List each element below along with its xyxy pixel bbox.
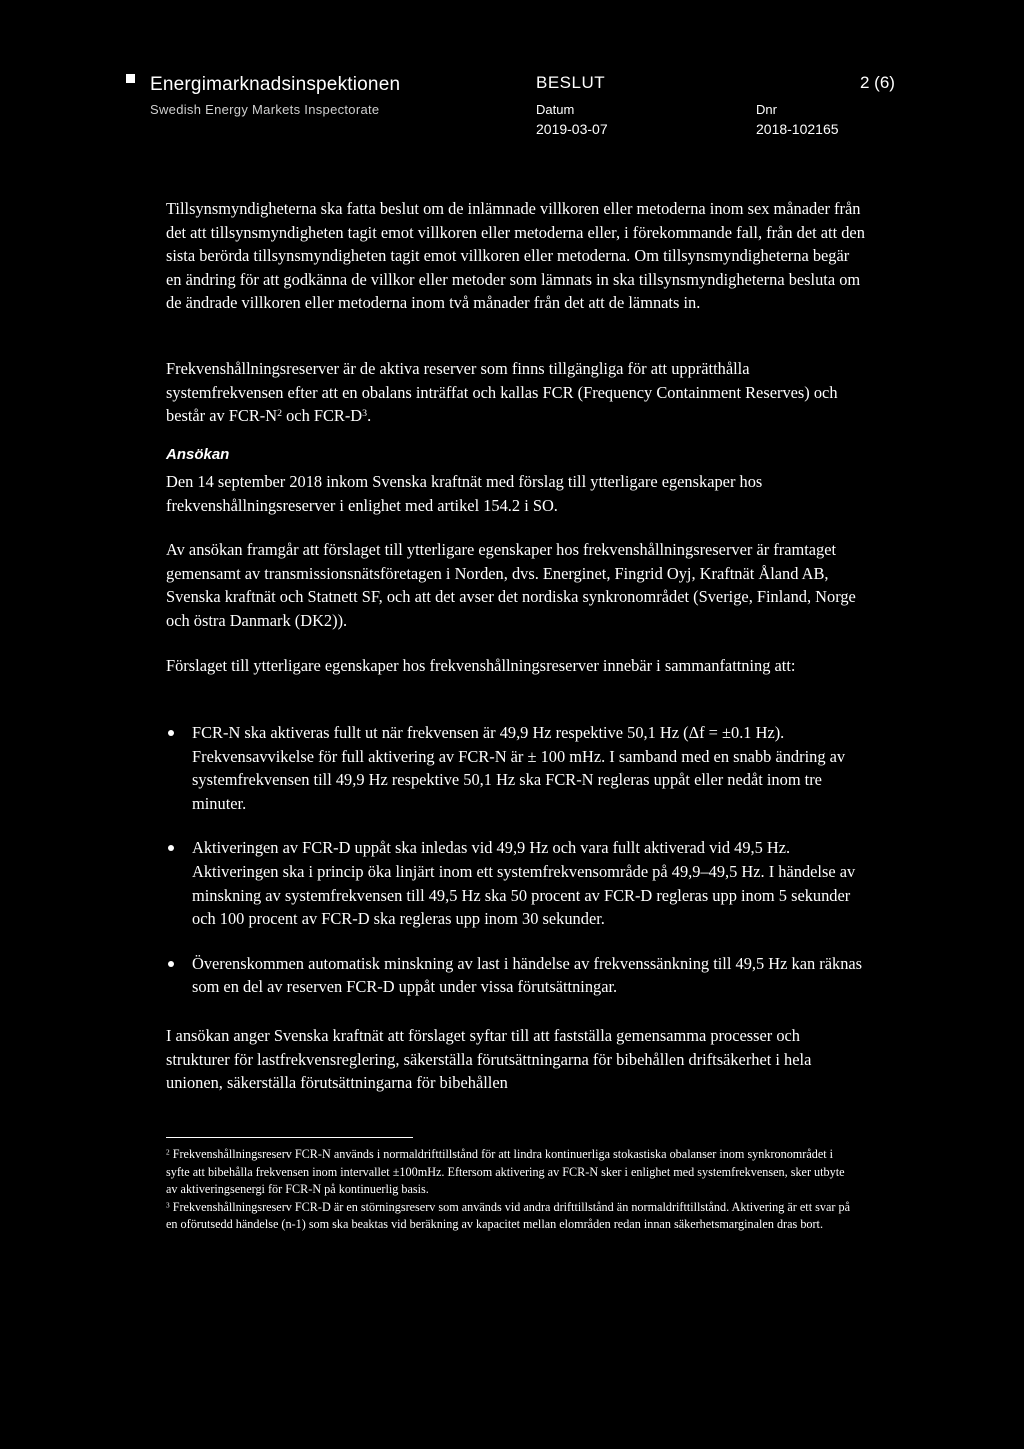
dnr-label: Dnr bbox=[756, 102, 777, 117]
footnote-2 bbox=[166, 1146, 856, 1199]
document-header bbox=[0, 0, 1024, 150]
footnotes bbox=[166, 1146, 856, 1234]
list-item: Aktiveringen av FCR-D uppåt ska inledas vid 49,9 Hz och vara fullt aktiverad vid 49,5 Hz. Aktiveringen ska i princip öka linjärt inom ett systemfrekvensområde på 49,9–49,5 Hz. I händelse av minskning av systemfrekvensen till 49,5 Hz ska 50 procent av FCR-D regleras upp inom 5 sekunder och 100 procent av FCR-D ska regleras upp inom 30 sekunder. bbox=[166, 836, 866, 930]
organization-name-english: Swedish Energy Markets Inspectorate bbox=[150, 102, 380, 117]
footnote-number: 2 bbox=[166, 1147, 170, 1157]
footnote-number: 3 bbox=[166, 1200, 170, 1210]
footnote-ref-3: 3 bbox=[362, 408, 368, 420]
paragraph-proposal-purpose bbox=[166, 1024, 866, 1095]
square-logo-icon bbox=[126, 74, 135, 83]
paragraph-text: Av ansökan framgår att förslaget till ytterligare egenskaper hos frekvenshållningsreserver är framtaget gemensamt av transmissionsnätsföretagen i Norden, dvs. Energinet, Fingrid Oyj, Kraftnät Åland AB, Svenska kraftnät och Statnett SF, och att det avser det nordiska synkronområdet (Sverige, Finland, Norge och östra Danmark (DK2)). bbox=[166, 540, 856, 630]
paragraph-text: Frekvenshållningsreserver är de aktiva reserver som finns tillgängliga för att upprätthålla systemfrekvensen efter att en obalans inträffat och kallas FCR (Frequency Containment Reserves) och består av FCR-N bbox=[166, 359, 838, 426]
paragraph-text: Den 14 september 2018 inkom Svenska kraftnät med förslag till ytterligare egenskaper hos frekvenshållningsreserver i enlighet med artikel 154.2 i SO. bbox=[166, 472, 763, 515]
page-number: 2 (6) bbox=[860, 73, 895, 92]
paragraph-text: och FCR-D bbox=[282, 406, 363, 426]
paragraph-review-deadline bbox=[166, 197, 866, 315]
dnr-value: 2018-102165 bbox=[756, 121, 839, 137]
footnote-text: Frekvenshållningsreserv FCR-D är en störningsreserv som används vid andra drifttillstånd än normaldrifttillstånd. Aktivering är ett svar på en oförutsedd händelse (n-1) som ska beaktas vid beräkning av kapacitet mellan elområden redan innan säkerhetsmarginalen dras bort. bbox=[166, 1199, 850, 1232]
summary-bullet-list bbox=[166, 721, 866, 999]
organization-name: Energimarknadsinspektionen bbox=[150, 74, 401, 95]
footnote-text: Frekvenshållningsreserv FCR-N används i normaldrifttillstånd för att lindra kontinuerliga stokastiska obalanser inom synkronområdet i syfte att bibehålla frekvensen inom intervallet ±100mHz. Eftersom aktivering av FCR-N sker i enlighet med systemfrekvensen, sker utbyte av aktiveringsenergi för FCR-N på kontinuerlig basis. bbox=[166, 1147, 845, 1197]
list-item: Överenskommen automatisk minskning av last i händelse av frekvenssänkning till 49,5 Hz kan räknas som en del av reserven FCR-D uppåt under vissa förutsättningar. bbox=[166, 952, 866, 999]
paragraph-summary-intro bbox=[166, 654, 866, 678]
date-value: 2019-03-07 bbox=[536, 121, 608, 137]
paragraph-fcr-definition bbox=[166, 357, 866, 428]
section-heading-ansokan: Ansökan bbox=[166, 446, 230, 463]
list-item: FCR-N ska aktiveras fullt ut när frekvensen är 49,9 Hz respektive 50,1 Hz (Δf = ±0.1 Hz). Frekvensavvikelse för full aktivering av FCR-N är ± 100 mHz. I samband med en snabb ändring av systemfrekvensen till 49,9 Hz respektive 50,1 Hz ska FCR-N regleras uppåt eller nedåt inom tre minuter. bbox=[166, 721, 866, 815]
footnote-divider bbox=[166, 1137, 413, 1138]
paragraph-text: Tillsynsmyndigheterna ska fatta beslut om de inlämnade villkoren eller metoderna inom sex månader från det att tillsynsmyndigheten tagit emot villkoren eller metoderna eller, i förekommande fall, från det att den sista berörda tillsynsmyndigheten tagit emot villkoren eller metoderna. Om tillsynsmyndigheterna begär en ändring för att godkänna de villkor eller metoder som lämnats in ska tillsynsmyndigheterna besluta om de ändrade villkoren eller metoderna inom två månader från det att de lämnats in. bbox=[166, 199, 865, 313]
date-label: Datum bbox=[536, 102, 575, 117]
footnote-ref-2: 2 bbox=[277, 408, 282, 420]
paragraph-application-received bbox=[166, 470, 866, 517]
footnote-3 bbox=[166, 1199, 856, 1234]
paragraph-text: . bbox=[367, 406, 372, 426]
paragraph-text: Förslaget till ytterligare egenskaper hos frekvenshållningsreserver innebär i sammanfattning att: bbox=[166, 656, 796, 675]
document-type: BESLUT bbox=[536, 73, 606, 92]
paragraph-text: I ansökan anger Svenska kraftnät att förslaget syftar till att fastställa gemensamma processer och strukturer för lastfrekvensreglering, säkerställa förutsättningarna för bibehållen driftsäkerhet i hela unionen, säkerställa förutsättningarna för bibehållen bbox=[166, 1026, 812, 1093]
paragraph-joint-proposal bbox=[166, 538, 866, 632]
